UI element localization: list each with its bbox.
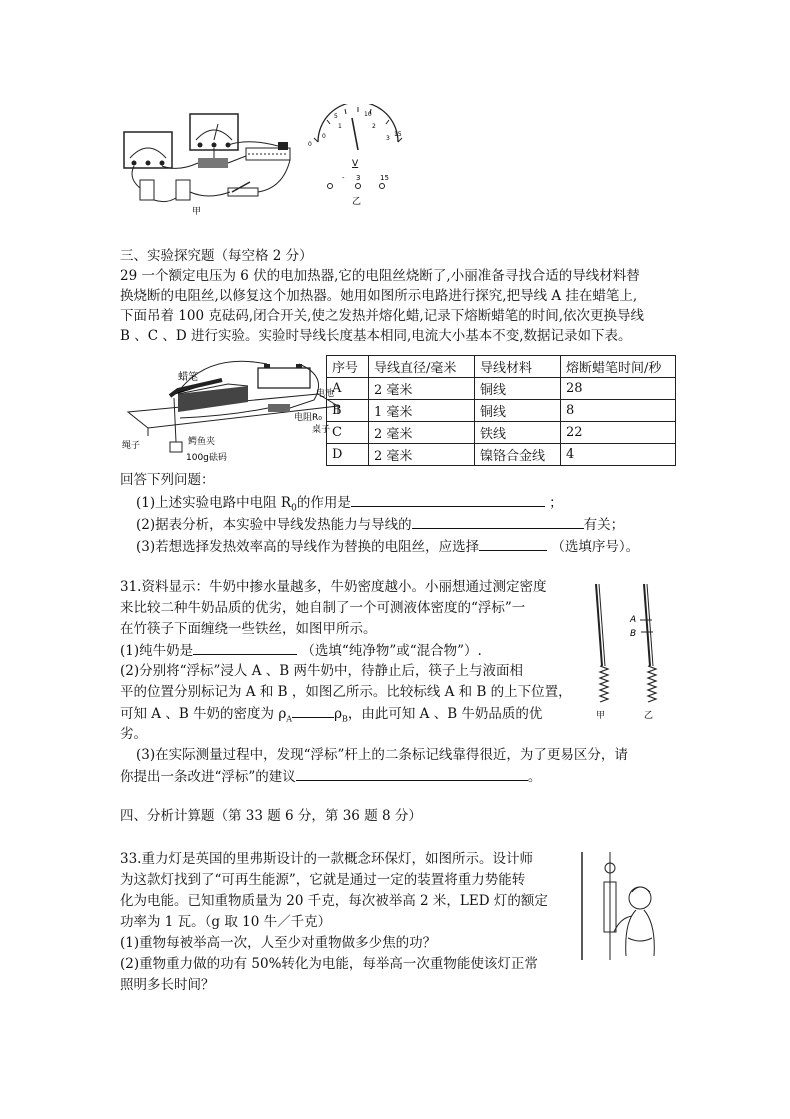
table-cell: 铜线 <box>475 378 561 400</box>
q29-answer-blank-3[interactable] <box>479 536 547 551</box>
table-cell: 铁线 <box>475 422 561 444</box>
rho-b-subscript: B <box>342 714 348 724</box>
table-cell: 镍铬合金线 <box>475 444 561 466</box>
table-cell: C <box>327 422 369 444</box>
table-header: 熔断蜡笔时间/秒 <box>561 356 676 378</box>
upper-tick-5: 5 <box>334 113 338 120</box>
table-cell: A <box>327 378 369 400</box>
q29-line-2: 换烧断的电阻丝,以修复这个加热器。她用如图所示电路进行探究,把导线 A 挂在蜡笔上, <box>120 288 638 304</box>
terminal-3: 3 <box>356 174 361 182</box>
label-rope: 绳子 <box>122 441 141 451</box>
circuit-figure <box>118 108 318 216</box>
meter-unit: V <box>352 159 359 169</box>
q33-line-7: 照明多长时间？ <box>120 977 215 993</box>
q29-sub2-b: 有关； <box>583 517 625 533</box>
label-battery: 电池 <box>316 389 335 399</box>
q31-sub3-line-1: (3)在实际测量过程中，发现“浮标”杆上的二条标记线靠得很近，为了更易区分，请 <box>136 747 628 763</box>
wax-experiment-figure <box>118 356 340 464</box>
q31-sub3-line-2 <box>120 766 541 787</box>
table-cell: 2 毫米 <box>369 378 475 400</box>
table-row <box>327 444 676 466</box>
q33-line-4: 功率为 1 瓦。（g 取 10 牛／千克） <box>120 914 332 930</box>
table-cell: 4 <box>561 444 676 466</box>
q33-line-5: (1)重物每被举高一次，人至少对重物做多少焦的功？ <box>120 935 437 951</box>
table-cell: 2 毫米 <box>369 422 475 444</box>
figure-jia: 甲 <box>596 711 606 721</box>
rho-b: ρ <box>334 706 342 722</box>
table-cell: 28 <box>561 378 676 400</box>
q31-line-1: 31.资料显示：牛奶中掺水量越多，牛奶密度越小。小丽想通过测定密度 <box>120 579 547 595</box>
q33-line-2: 为这款灯找到了“可再生能源”，它就是通过一定的装置将重力势能转 <box>120 872 526 888</box>
q31-sub2-d: ，由此可知 A 、B 牛奶品质的优 <box>347 706 543 722</box>
table-cell: 1 毫米 <box>369 400 475 422</box>
q33-line-1: 33.重力灯是英国的里弗斯设计的一款概念环保灯，如图所示。设计师 <box>120 851 533 867</box>
table-row <box>327 422 676 444</box>
q29-sub2 <box>136 514 624 535</box>
q29-line-3: 下面吊着 100 克砝码,闭合开关,使之发热并熔化蜡,记录下熔断蜡笔的时间,依次更换导线 <box>120 308 645 324</box>
chopstick-float-figure <box>582 582 672 724</box>
rho-a-subscript: A <box>286 714 293 724</box>
label-wax: 蜡笔 <box>178 372 198 383</box>
mark-a: A <box>630 615 637 625</box>
q29-data-table <box>326 355 676 466</box>
q33-line-6: (2)重物重力做的功有 50%转化为电能，每举高一次重物能使该灯正常 <box>120 956 538 972</box>
section4-heading: 四、分析计算题（第 33 题 6 分，第 36 题 8 分） <box>120 808 422 824</box>
mark-b: B <box>630 629 637 639</box>
q31-line-3: 在竹筷子下面缠绕一些铁丝，如图甲所示。 <box>120 621 377 637</box>
q29-sub1-b: 的作用是 <box>296 495 351 511</box>
q29-sub2-a: (2)据表分析，本实验中导线发热能力与导线的 <box>136 517 412 533</box>
upper-tick-0: 0 <box>308 141 312 148</box>
q31-answer-blank-3[interactable] <box>296 766 528 781</box>
figure-yi: 乙 <box>644 711 654 721</box>
q31-answer-blank-2[interactable] <box>292 703 334 718</box>
table-cell: 8 <box>561 400 676 422</box>
table-cell: B <box>327 400 369 422</box>
q29-sub3-a: (3)若想选择发热效率高的导线作为替换的电阻丝，应选择 <box>136 539 480 555</box>
lower-tick-2: 2 <box>372 123 376 130</box>
table-header: 导线直径/毫米 <box>369 356 475 378</box>
label-clip: 鳄鱼夹 <box>188 437 216 447</box>
label-desk: 桌子 <box>312 425 331 435</box>
lower-tick-1: 1 <box>338 123 342 130</box>
table-cell: 铜线 <box>475 400 561 422</box>
table-cell: 2 毫米 <box>369 444 475 466</box>
table-header-row <box>327 356 676 378</box>
q31-sub2-line-2: 平的位置分别标记为 A 和 B ，如图乙所示。比较标线 A 和 B 的上下位置， <box>120 684 572 700</box>
table-header: 导线材料 <box>475 356 561 378</box>
r0-subscript: 0 <box>291 503 297 514</box>
q31-sub2-line-3 <box>120 703 542 730</box>
q31-answer-blank-1[interactable] <box>193 640 297 655</box>
label-weight: 100g砝码 <box>186 453 227 463</box>
terminal-15: 15 <box>380 174 389 182</box>
meter-caption: 乙 <box>352 197 362 207</box>
q29-line-1: 29 一个额定电压为 6 伏的电加热器,它的电阻丝烧断了,小丽准备寻找合适的导线材料替 <box>120 268 640 284</box>
section3-heading: 三、实验探究题（每空格 2 分） <box>120 248 313 264</box>
table-cell: 22 <box>561 422 676 444</box>
q29-line-4: B 、C 、D 进行实验。实验时导线长度基本相同,电流大小基本不变,数据记录如下表。 <box>120 328 632 344</box>
q31-line-2: 来比较二种牛奶品质的优劣，她自制了一个可测液体密度的“浮标”一 <box>120 600 526 616</box>
upper-tick-15: 15 <box>394 131 402 138</box>
q29-sub3 <box>136 536 639 557</box>
q29-sub3-b: （选填序号）。 <box>551 539 640 555</box>
table-row <box>327 400 676 422</box>
table-header: 序号 <box>327 356 369 378</box>
upper-tick-10: 10 <box>364 111 372 118</box>
lower-tick-0: 0 <box>322 133 326 140</box>
q29-sub1-a: (1)上述实验电路中电阻 R <box>136 495 292 511</box>
q31-sub1 <box>120 640 482 661</box>
q31-sub1-b: （选填“纯净物”或“混合物”）. <box>301 643 482 659</box>
voltmeter-figure <box>300 104 410 216</box>
q29-sub1-c: ； <box>549 495 563 511</box>
terminal-minus: - <box>342 174 345 182</box>
q29-answer-blank-2[interactable] <box>412 514 584 529</box>
table-cell: D <box>327 444 369 466</box>
q29-answer-intro: 回答下列问题： <box>120 472 215 488</box>
q31-sub3-c: 。 <box>527 769 542 785</box>
q31-sub3-b: 你提出一条改进“浮标”的建议 <box>120 769 296 785</box>
label-resistor: 电阻R₀ <box>294 413 322 423</box>
q29-answer-blank-1[interactable] <box>351 492 545 507</box>
q31-sub2-e: 劣。 <box>120 726 147 742</box>
q31-sub1-a: (1)纯牛奶是 <box>120 643 194 659</box>
circuit-label: 甲 <box>192 207 202 216</box>
lower-tick-3: 3 <box>386 135 390 142</box>
q31-sub2-c: 可知 A 、B 牛奶的密度为 ρ <box>120 706 287 722</box>
gravity-lamp-figure <box>574 852 660 962</box>
table-row <box>327 378 676 400</box>
q31-sub2-line-1: (2)分别将“浮标”浸人 A 、B 两牛奶中，待静止后，筷子上与液面相 <box>120 663 523 679</box>
q33-line-3: 化为电能。已知重物质量为 20 千克，每次被举高 2 米，LED 灯的额定 <box>120 893 548 909</box>
